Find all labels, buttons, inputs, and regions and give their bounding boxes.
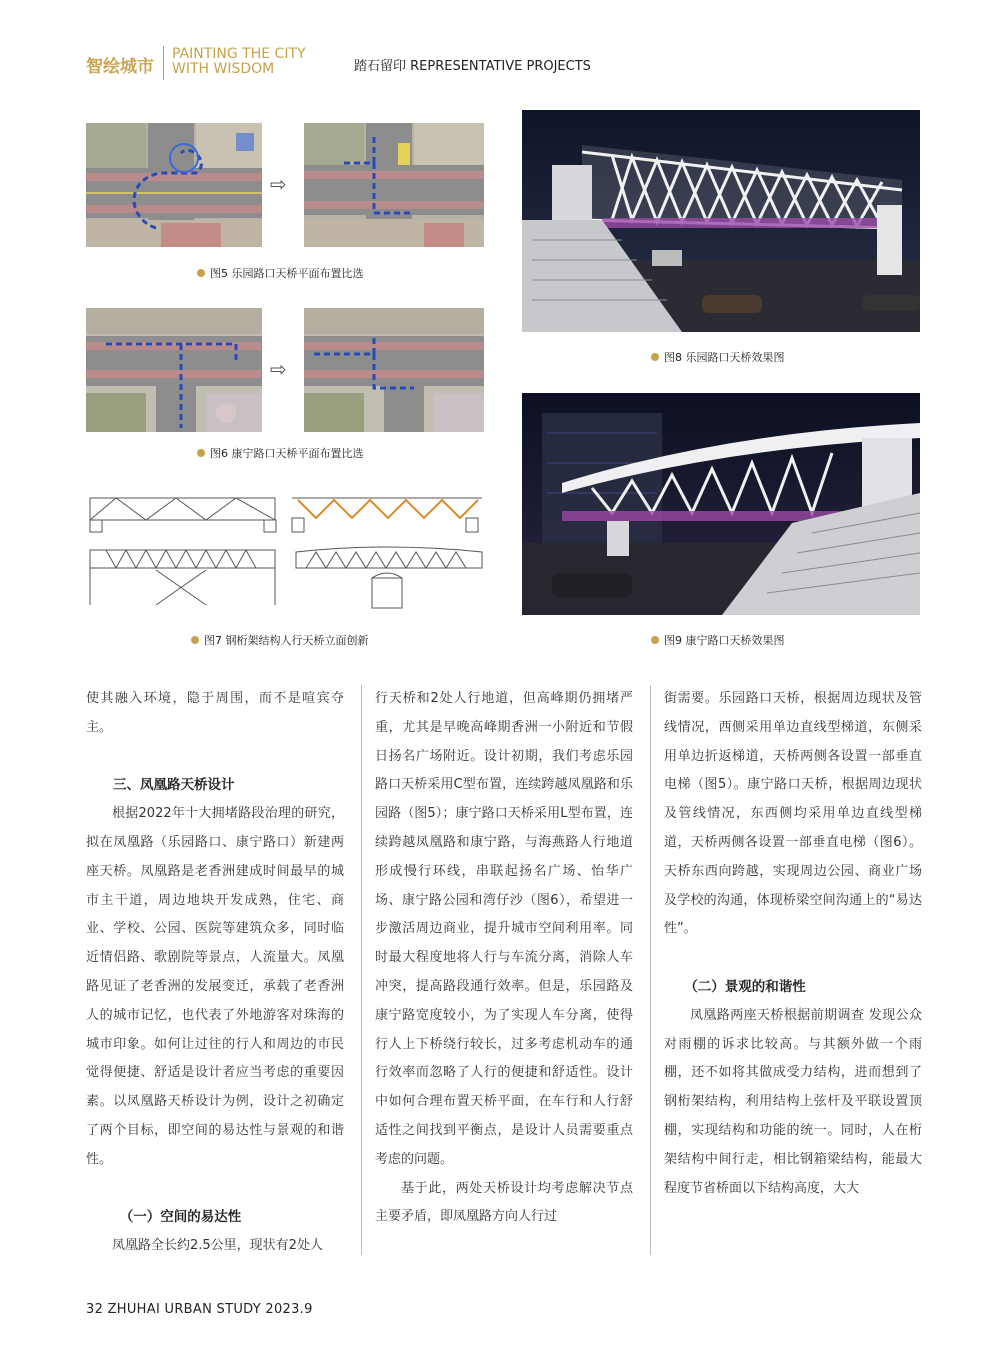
text-column-3 [664, 685, 922, 1203]
page-footer: 32 ZHUHAI URBAN STUDY 2023.9 [86, 1302, 313, 1317]
brand-subtitle [172, 47, 306, 77]
fig7-elevation-drawings [86, 490, 486, 615]
fig7-caption-text: 图7 钢桁架结构人行天桥立面创新 [204, 634, 369, 647]
paragraph: 基于此，两处天桥设计均考虑解决节点主要矛盾，即凤凰路方向人行过 [375, 1180, 633, 1225]
paragraph: 使其融入环境，隐于周围，而不是喧宾夺主。 [86, 691, 344, 735]
subsection-heading: （二）景观的和谐性 [684, 978, 806, 995]
fig5-map-before [86, 123, 262, 247]
paragraph: 街需要。乐园路口天桥，根据周边现状及管线情况，西侧采用单边直线型梯道，东侧采用单边折返梯道，天桥两侧各设置一部垂直电梯（图5）。康宁路口天桥，根据周边现状及管线情况，东西侧均采用单边直线型梯道，天桥两侧各设置一部垂直电梯（图6）。天桥东西向跨越，实现周边公园、商业广场及学校的沟通，体现桥梁空间沟通上的“易达性”。 [664, 691, 922, 937]
column-divider [650, 685, 651, 1255]
text-column-1 [86, 685, 344, 1261]
fig8-caption-text: 图8 乐园路口天桥效果图 [664, 351, 785, 364]
fig8-caption [651, 349, 785, 365]
fig5-caption [197, 265, 364, 281]
caption-bullet [651, 636, 659, 644]
header-divider [163, 46, 164, 80]
fig6-map-before [86, 308, 262, 432]
section-heading: 三、凤凰路天桥设计 [113, 777, 235, 794]
caption-bullet [191, 636, 199, 644]
fig6-map-after [304, 308, 484, 432]
brand-subtitle-line1: PAINTING THE CITY [172, 46, 306, 62]
text-column-2 [375, 685, 633, 1232]
fig6-caption-text: 图6 康宁路口天桥平面布置比选 [210, 447, 364, 460]
fig6-arrow: ⇨ [270, 357, 287, 381]
fig5-arrow: ⇨ [270, 172, 287, 196]
caption-bullet [197, 449, 205, 457]
subsection-heading: （一）空间的易达性 [119, 1209, 242, 1226]
caption-bullet [197, 269, 205, 277]
caption-bullet [651, 353, 659, 361]
brand-subtitle-line2: WITH WISDOM [172, 61, 275, 77]
fig7-caption [191, 632, 369, 648]
column-divider [361, 685, 362, 1255]
fig5-caption-text: 图5 乐园路口天桥平面布置比选 [210, 267, 364, 280]
section-title: 踏石留印 REPRESENTATIVE PROJECTS [354, 59, 591, 74]
brand-title: 智绘城市 [86, 57, 154, 77]
paragraph: 根据2022年十大拥堵路段治理的研究，拟在凤凰路（乐园路口、康宁路口）新建两座天桥。凤凰路是老香洲建成时间最早的城市主干道，周边地块开发成熟，住宅、商业、学校、公园、医院等建筑众多，同时临近情侣路、歌剧院等景点，人流量大。凤凰路见证了老香洲的发展变迁，承载了老香洲人的城市记忆，也代表了外地游客对珠海的城市印象。如何让过往的行人和周边的市民觉得便捷、舒适是设计者应当考虑的重要因素。以凤凰路天桥设计为例，设计之初确定了两个目标，即空间的易达性与景观的和谐性。 [86, 806, 344, 1167]
fig9-bridge-rendering [522, 393, 920, 615]
fig5-map-after [304, 123, 484, 247]
fig9-caption-text: 图9 康宁路口天桥效果图 [664, 634, 785, 647]
paragraph: 凤凰路两座天桥根据前期调查 发现公众对雨棚的诉求比较高。与其额外做一个雨棚，还不如将其做成受力结构，进而想到了钢桁架结构，利用结构上弦杆及平联设置顶棚，实现结构和功能的统一。同时，人在桁架结构中间行走，相比钢箱梁结构，能最大程度节省桥面以下结构高度，大大 [664, 1007, 922, 1196]
fig8-bridge-rendering [522, 110, 920, 332]
fig9-caption [651, 632, 785, 648]
paragraph: 行天桥和2处人行地道，但高峰期仍拥堵严重，尤其是早晚高峰期香洲一小附近和节假日扬名广场附近。设计初期，我们考虑乐园路口天桥采用C型布置，连续跨越凤凰路和乐园路（图5）；康宁路口天桥采用L型布置，连续跨越凤凰路和康宁路，与海燕路人行地道形成慢行环线，串联起扬名广场、怡华广场、康宁路公园和湾仔沙（图6），希望进一步激活周边商业，提升城市空间利用率。同时最大程度地将人行与车流分离，消除人车冲突，提高路段通行效率。但是，乐园路及康宁路宽度较小，为了实现人车分离，使得行人上下桥绕行较长，过多考虑机动车的通行效率而忽略了人行的便捷和舒适性。设计中如何合理布置天桥平面，在车行和人行舒适性之间找到平衡点，是设计人员需要重点考虑的问题。 [375, 691, 633, 1167]
fig6-caption [197, 445, 364, 461]
paragraph: 凤凰路全长约2.5公里，现状有2处人 [112, 1238, 323, 1254]
